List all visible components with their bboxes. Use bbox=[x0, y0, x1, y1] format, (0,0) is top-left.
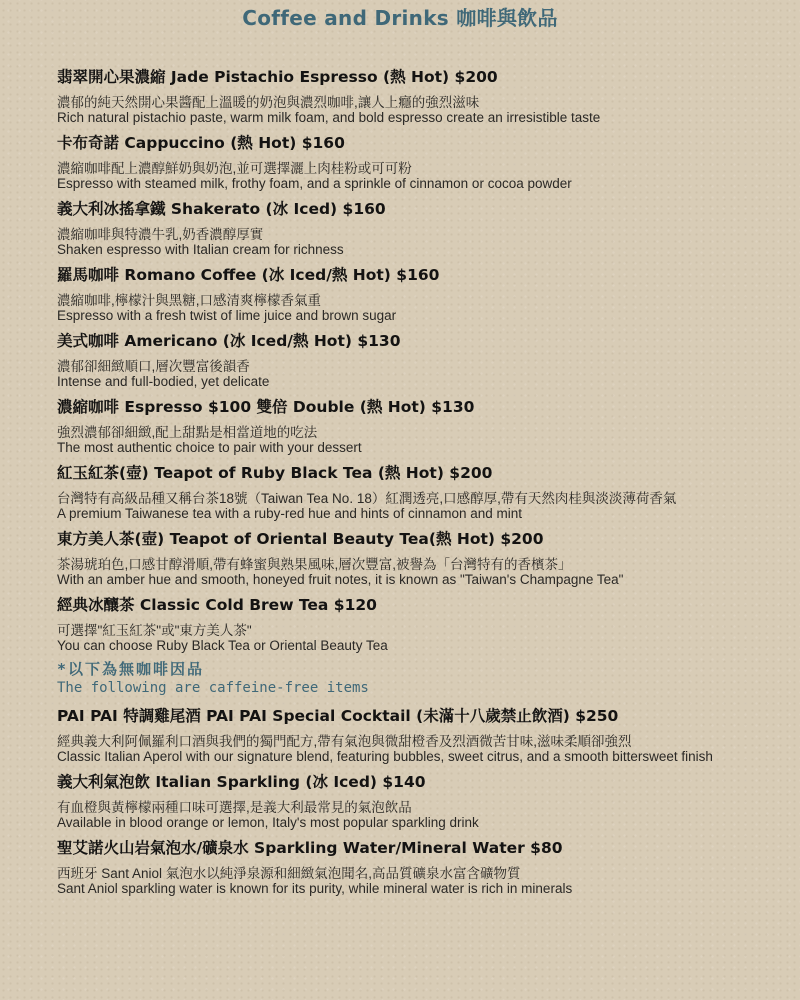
item-desc-zh: 西班牙 Sant Aniol 氣泡水以純淨泉源和細緻氣泡聞名,高品質礦泉水富含礦物質 bbox=[57, 866, 521, 881]
menu-item-ruby-black-tea bbox=[57, 462, 777, 521]
item-name: 美式咖啡 Americano (冰 Iced/熱 Hot) $130 bbox=[57, 332, 401, 350]
item-desc-en: You can choose Ruby Black Tea or Oriental Beauty Tea bbox=[57, 638, 388, 653]
item-name: 濃縮咖啡 Espresso $100 雙倍 Double (熱 Hot) $130 bbox=[57, 398, 475, 416]
item-name: 義大利冰搖拿鐵 Shakerato (冰 Iced) $160 bbox=[57, 200, 386, 218]
item-desc-zh: 茶湯琥珀色,口感甘醇滑順,帶有蜂蜜與熟果風味,層次豐富,被譽為「台灣特有的香檳茶」 bbox=[57, 557, 572, 572]
item-desc-zh: 濃縮咖啡,檸檬汁與黑糖,口感清爽檸檬香氣重 bbox=[57, 293, 322, 308]
item-name: 義大利氣泡飲 Italian Sparkling (冰 Iced) $140 bbox=[57, 773, 426, 791]
item-desc-zh: 可選擇"紅玉紅茶"或"東方美人茶" bbox=[57, 623, 252, 638]
note-zh: *以下為無咖啡因品 bbox=[57, 660, 205, 678]
item-desc-en: Espresso with a fresh twist of lime juice and brown sugar bbox=[57, 308, 397, 323]
item-desc-zh: 濃郁卻細緻順口,層次豐富後韻香 bbox=[57, 359, 250, 374]
page-title: Coffee and Drinks 咖啡與飲品 bbox=[242, 6, 558, 30]
item-desc-zh: 台灣特有高級品種又稱台茶18號（Taiwan Tea No. 18）紅潤透亮,口感醇厚,帶有天然肉桂與淡淡薄荷香氣 bbox=[57, 491, 677, 506]
item-desc-en: Intense and full-bodied, yet delicate bbox=[57, 374, 270, 389]
menu-item-americano bbox=[57, 330, 777, 389]
item-name: PAI PAI 特調雞尾酒 PAI PAI Special Cocktail (未滿十八歲禁止飲酒) $250 bbox=[57, 707, 619, 725]
item-description bbox=[57, 800, 777, 830]
item-name: 紅玉紅茶(壺) Teapot of Ruby Black Tea (熱 Hot) $200 bbox=[57, 464, 493, 482]
item-desc-zh: 強烈濃郁卻細緻,配上甜點是相當道地的吃法 bbox=[57, 425, 318, 440]
item-description bbox=[57, 866, 777, 896]
item-desc-zh: 經典義大利阿佩羅利口酒與我們的獨門配方,帶有氣泡與微甜橙香及烈酒微苦甘味,滋味柔順卻強烈 bbox=[57, 734, 632, 749]
item-description bbox=[57, 359, 777, 389]
item-desc-en: Sant Aniol sparkling water is known for its purity, while mineral water is rich in minerals bbox=[57, 881, 573, 896]
item-description bbox=[57, 557, 777, 587]
menu-item-sparkling-mineral-water bbox=[57, 837, 777, 896]
item-name: 東方美人茶(壺) Teapot of Oriental Beauty Tea(熱 Hot) $200 bbox=[57, 530, 544, 548]
item-name: 卡布奇諾 Cappuccino (熱 Hot) $160 bbox=[57, 134, 345, 152]
item-description bbox=[57, 623, 777, 653]
item-desc-zh: 濃縮咖啡配上濃醇鮮奶與奶泡,並可選擇灑上肉桂粉或可可粉 bbox=[57, 161, 412, 176]
menu-item-romano-coffee bbox=[57, 264, 777, 323]
caffeine-free-note bbox=[57, 660, 777, 697]
item-desc-zh: 濃縮咖啡與特濃牛乳,奶香濃醇厚實 bbox=[57, 227, 264, 242]
item-description bbox=[57, 95, 777, 125]
menu-item-jade-pistachio-espresso bbox=[57, 66, 777, 125]
menu-item-cold-brew-tea bbox=[57, 594, 777, 653]
item-name: 翡翠開心果濃縮 Jade Pistachio Espresso (熱 Hot) $200 bbox=[57, 68, 498, 86]
menu-item-cappuccino bbox=[57, 132, 777, 191]
item-name: 經典冰釀茶 Classic Cold Brew Tea $120 bbox=[57, 596, 377, 614]
item-desc-en: Classic Italian Aperol with our signature blend, featuring bubbles, sweet citrus, and a smooth bittersweet finish bbox=[57, 749, 713, 764]
menu-list bbox=[57, 66, 777, 903]
item-description bbox=[57, 227, 777, 257]
item-desc-zh: 有血橙與黃檸檬兩種口味可選擇,是義大利最常見的氣泡飲品 bbox=[57, 800, 412, 815]
note-en: The following are caffeine-free items bbox=[57, 680, 369, 696]
menu-item-pai-pai-cocktail bbox=[57, 705, 777, 764]
menu-item-italian-sparkling bbox=[57, 771, 777, 830]
item-desc-en: With an amber hue and smooth, honeyed fruit notes, it is known as "Taiwan's Champagne Tea" bbox=[57, 572, 624, 587]
item-desc-en: Shaken espresso with Italian cream for richness bbox=[57, 242, 344, 257]
item-desc-en: Available in blood orange or lemon, Italy's most popular sparkling drink bbox=[57, 815, 479, 830]
item-name: 聖艾諾火山岩氣泡水/礦泉水 Sparkling Water/Mineral Water $80 bbox=[57, 839, 563, 857]
item-desc-en: Rich natural pistachio paste, warm milk foam, and bold espresso create an irresistible taste bbox=[57, 110, 601, 125]
item-description bbox=[57, 491, 777, 521]
item-description bbox=[57, 293, 777, 323]
item-desc-en: Espresso with steamed milk, frothy foam, and a sprinkle of cinnamon or cocoa powder bbox=[57, 176, 572, 191]
item-desc-en: A premium Taiwanese tea with a ruby-red hue and hints of cinnamon and mint bbox=[57, 506, 523, 521]
menu-item-espresso bbox=[57, 396, 777, 455]
item-desc-en: The most authentic choice to pair with your dessert bbox=[57, 440, 362, 455]
item-description bbox=[57, 734, 777, 764]
item-description bbox=[57, 425, 777, 455]
item-description bbox=[57, 161, 777, 191]
menu-item-oriental-beauty-tea bbox=[57, 528, 777, 587]
item-desc-zh: 濃郁的純天然開心果醬配上溫暖的奶泡與濃烈咖啡,讓人上癮的強烈滋味 bbox=[57, 95, 480, 110]
menu-item-shakerato bbox=[57, 198, 777, 257]
item-name: 羅馬咖啡 Romano Coffee (冰 Iced/熱 Hot) $160 bbox=[57, 266, 440, 284]
